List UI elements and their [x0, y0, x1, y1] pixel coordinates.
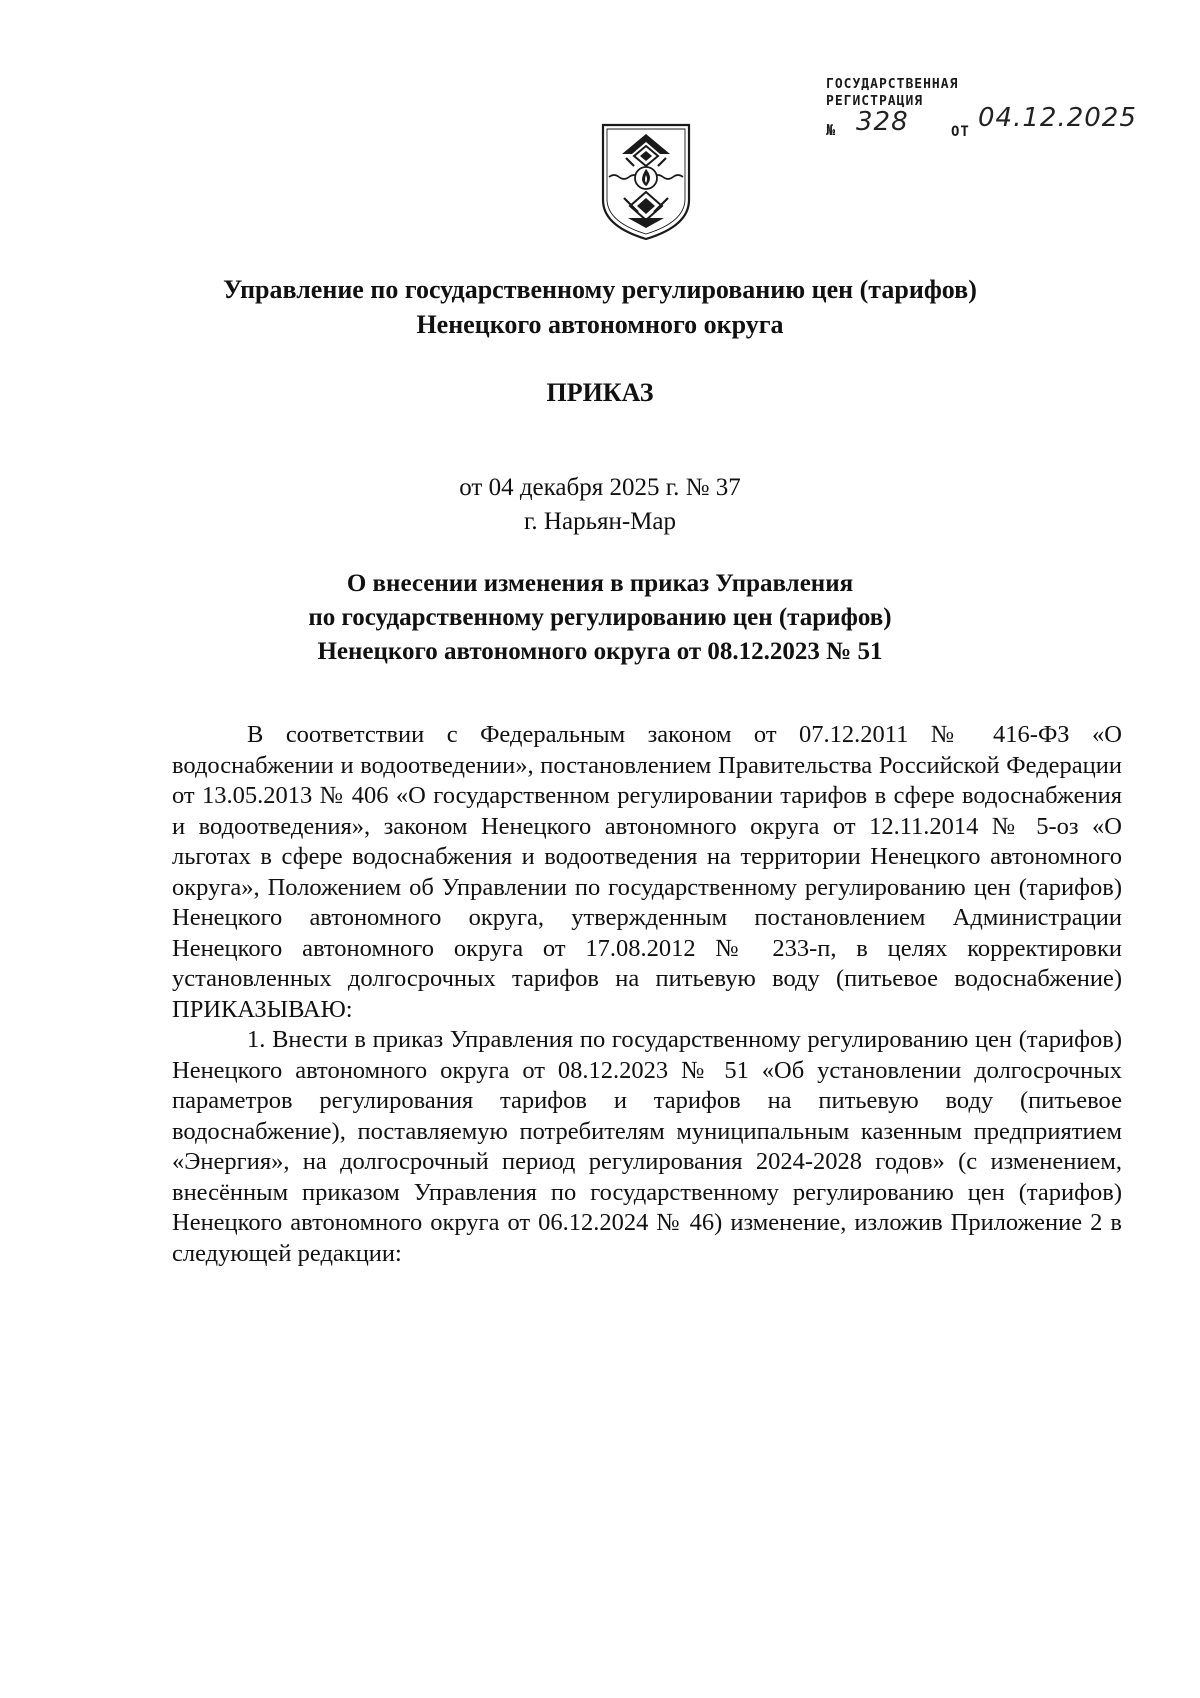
- stamp-line-2: РЕГИСТРАЦИЯ: [826, 94, 924, 109]
- stamp-from-label: ОТ: [951, 124, 970, 140]
- agency-title-line-1: Управление по государственному регулированию цен (тарифов): [223, 275, 977, 304]
- stamp-registration-row: [826, 103, 1146, 144]
- order-city: г. Нарьян-Мар: [523, 508, 676, 535]
- order-date-number: от 04 декабря 2025 г. № 37: [459, 474, 741, 501]
- stamp-registration-date: 04.12.2025: [978, 103, 1137, 133]
- document-type: ПРИКАЗ: [546, 378, 654, 407]
- registration-stamp: [826, 76, 1146, 144]
- order-subject-line-2: по государственному регулированию цен (тарифов): [308, 604, 892, 631]
- agency-title-line-2: Ненецкого автономного округа: [416, 310, 784, 339]
- coat-of-arms-icon: [600, 122, 692, 242]
- order-body: [172, 720, 1122, 1269]
- order-subject-line-1: О внесении изменения в приказ Управления: [346, 570, 854, 597]
- order-subject: [150, 567, 1050, 669]
- stamp-line-1: ГОСУДАРСТВЕННАЯ: [826, 77, 959, 92]
- body-paragraph-item-1: 1. Внести в приказ Управления по государственному регулированию цен (тарифов) Ненецкого автономного округа от 08.12.2023 № 51 «Об установлении долгосрочных параметров регулирования тарифов и тарифов на питьевую воду (питьевое водоснабжение), поставляемую потребителям муниципальным казенным предприятием «Энергия», на долгосрочный период регулирования 2024-2028 годов» (с изменением, внесённым приказом Управления по государственному регулированию цен (тарифов) Ненецкого автономного округа от 06.12.2024 № 46) изменение, изложив Приложение 2 в следующей редакции:: [172, 1026, 1122, 1267]
- stamp-number-sign: №: [826, 121, 837, 139]
- stamp-registration-number: 328: [856, 107, 909, 137]
- body-paragraph-preamble: В соответствии с Федеральным законом от 07.12.2011 № 416-ФЗ «О водоснабжении и водоотведении», постановлением Правительства Российской Федерации от 13.05.2013 № 406 «О государственном регулировании тарифов в сфере водоснабжения и водоотведения», законом Ненецкого автономного округа от 12.11.2014 № 5-оз «О льготах в сфере водоснабжения и водоотведения на территории Ненецкого автономного округа», Положением об Управлении по государственному регулированию цен (тарифов) Ненецкого автономного округа, утвержденным постановлением Администрации Ненецкого автономного округа от 17.08.2012 № 233-п, в целях корректировки установленных долгосрочных тарифов на питьевую воду (питьевое водоснабжение) ПРИКАЗЫВАЮ:: [172, 721, 1122, 1023]
- agency-title: [150, 272, 1050, 342]
- order-subject-line-3: Ненецкого автономного округа от 08.12.2023 № 51: [317, 638, 883, 665]
- order-date-block: [150, 471, 1050, 539]
